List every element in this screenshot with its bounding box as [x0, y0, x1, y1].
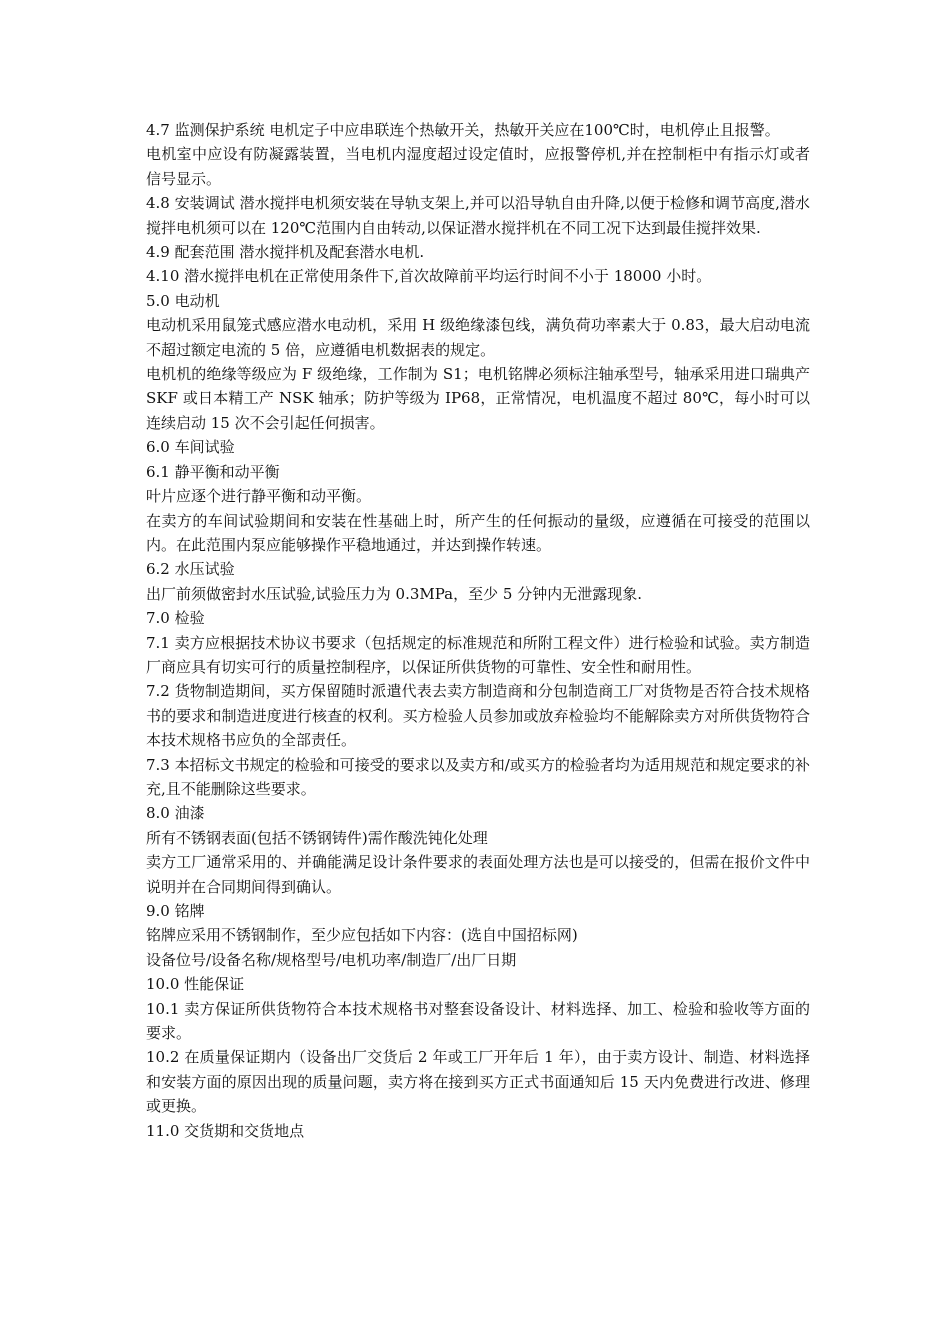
heading-6-0-workshop-test: 6.0 车间试验	[146, 438, 235, 457]
paragraph-4-9-scope: 4.9 配套范围 潜水搅拌机及配套潜水电机.	[146, 243, 425, 262]
paragraph-10-2: 10.2 在质量保证期内（设备出厂交货后 2 年或工厂开年后 1 年），由于卖方设计、制造、材料选择和安装方面的原因出现的质量问题，卖方将在接到买方正式书面通知后 15 天内免费进行改进、修理或更换。	[146, 1048, 810, 1116]
paragraph-motor-type: 电动机采用鼠笼式感应潜水电动机，采用 H 级绝缘漆包线，满负荷功率素大于 0.83，最大启动电流不超过额定电流的 5 倍，应遵循电机数据表的规定。	[146, 316, 810, 359]
paragraph-vibration: 在卖方的车间试验期间和安装在性基础上时，所产生的任何振动的量级，应遵循在可接受的范围以内。在此范围内泵应能够操作平稳地通过，并达到操作转速。	[146, 511, 810, 554]
heading-5-0-motor: 5.0 电动机	[146, 291, 220, 310]
paragraph-anti-condensation: 电机室中应设有防凝露装置，当电机内湿度超过设定值时，应报警停机,并在控制柜中有指示灯或者信号显示。	[146, 145, 810, 188]
paragraph-7-1: 7.1 卖方应根据技术协议书要求（包括规定的标准规范和所附工程文件）进行检验和试验。卖方制造厂商应具有切实可行的质量控制程序，以保证所供货物的可靠性、安全性和耐用性。	[146, 633, 810, 676]
paragraph-motor-insulation: 电机机的绝缘等级应为 F 级绝缘，工作制为 S1；电机铭牌必须标注轴承型号，轴承采用进口瑞典产 SKF 或日本精工产 NSK 轴承；防护等级为 IP68，正常情况，电机温度不超过 80℃，每小时可以连续启动 15 次不会引起任何损害。	[146, 365, 810, 432]
heading-10-0-warranty: 10.0 性能保证	[146, 975, 245, 994]
paragraph-nameplate-material: 铭牌应采用不锈钢制作，至少应包括如下内容：(选自中国招标网)	[146, 926, 578, 945]
heading-9-0-nameplate: 9.0 铭牌	[146, 902, 205, 920]
paragraph-pickling: 所有不锈钢表面(包括不锈钢铸件)需作酸洗钝化处理	[146, 828, 488, 847]
paragraph-blade-balance: 叶片应逐个进行静平衡和动平衡。	[146, 487, 372, 506]
document-page	[146, 118, 810, 1143]
paragraph-4-8-installation: 4.8 安装调试 潜水搅拌电机须安装在导轨支架上,并可以沿导轨自由升降,以便于检修和调节高度,潜水搅拌电机须可以在 120℃范围内自由转动,以保证潜水搅拌机在不同工况下达到最佳搅拌效果.	[146, 194, 810, 237]
heading-8-0-paint: 8.0 油漆	[146, 804, 205, 823]
paragraph-4-10-mtbf: 4.10 潜水搅拌电机在正常使用条件下,首次故障前平均运行时间不小于 18000 小时。	[146, 267, 712, 286]
paragraph-10-1: 10.1 卖方保证所供货物符合本技术规格书对整套设备设计、材料选择、加工、检验和验收等方面的要求。	[146, 999, 810, 1043]
paragraph-hydro-test: 出厂前须做密封水压试验,试验压力为 0.3MPa，至少 5 分钟内无泄露现象.	[146, 584, 642, 603]
paragraph-surface-treatment: 卖方工厂通常采用的、并确能满足设计条件要求的表面处理方法也是可以接受的，但需在报价文件中说明并在合同期间得到确认。	[146, 853, 810, 896]
paragraph-4-7-monitoring: 4.7 监测保护系统 电机定子中应串联连个热敏开关，热敏开关应在100℃时，电机停止且报警。	[146, 121, 780, 139]
heading-6-1-balance: 6.1 静平衡和动平衡	[146, 462, 280, 481]
heading-6-2-hydro-test: 6.2 水压试验	[146, 560, 235, 579]
heading-11-0-delivery: 11.0 交货期和交货地点	[146, 1121, 305, 1140]
paragraph-7-3: 7.3 本招标文书规定的检验和可接受的要求以及卖方和/或买方的检验者均为适用规范和规定要求的补充,且不能删除这些要求。	[146, 755, 810, 798]
paragraph-nameplate-content: 设备位号/设备名称/规格型号/电机功率/制造厂/出厂日期	[146, 950, 517, 969]
heading-7-0-inspection: 7.0 检验	[146, 609, 205, 628]
paragraph-7-2: 7.2 货物制造期间，买方保留随时派遣代表去卖方制造商和分包制造商工厂对货物是否符合技术规格书的要求和制造进度进行核查的权利。买方检验人员参加或放弃检验均不能解除卖方对所供货物符合本技术规格书应负的全部责任。	[146, 682, 810, 750]
